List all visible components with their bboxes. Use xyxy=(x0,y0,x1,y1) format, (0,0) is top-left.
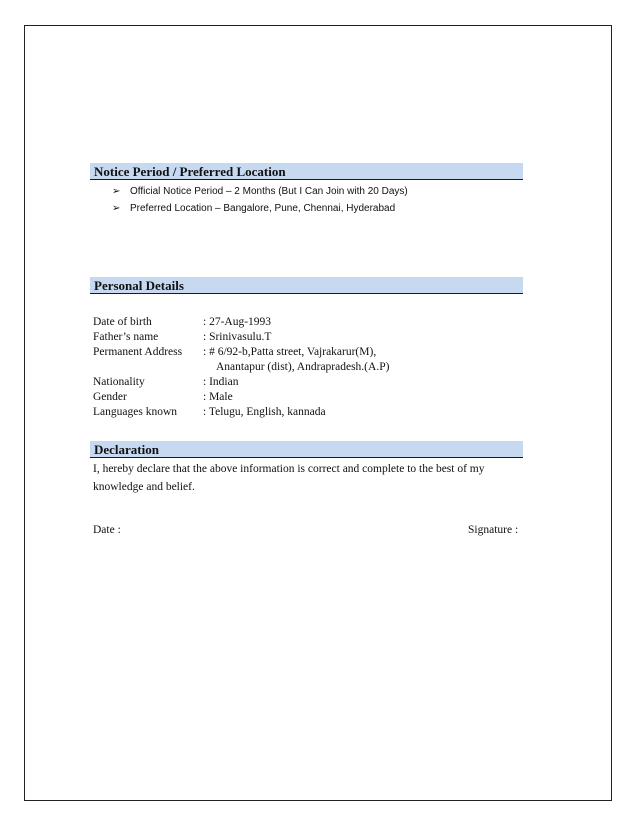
detail-label: Languages known xyxy=(93,406,177,418)
detail-row xyxy=(93,330,389,345)
detail-value: : Indian xyxy=(203,376,239,388)
personal-section-header: Personal Details xyxy=(90,277,523,294)
list-item xyxy=(112,183,408,200)
notice-bullet-list xyxy=(112,183,408,217)
detail-row xyxy=(93,375,389,390)
detail-row xyxy=(93,390,389,405)
detail-row xyxy=(93,345,389,360)
arrowhead-bullet-icon: ➢ xyxy=(112,203,121,214)
detail-label xyxy=(93,360,203,375)
detail-value: : Male xyxy=(203,391,233,403)
detail-row xyxy=(93,315,389,330)
preferred-location-text: Preferred Location – Bangalore, Pune, Chennai, Hyderabad xyxy=(130,203,396,214)
detail-label: Father’s name xyxy=(93,331,159,343)
detail-value: : # 6/92-b,Patta street, Vajrakarur(M), xyxy=(203,346,377,358)
detail-value: Anantapur (dist), Andrapradesh.(A.P) xyxy=(216,361,390,373)
signature-label: Signature : xyxy=(468,524,519,536)
detail-value: : Srinivasulu.T xyxy=(203,331,272,343)
date-label: Date : xyxy=(93,524,121,536)
personal-details-table xyxy=(93,315,389,420)
arrowhead-bullet-icon: ➢ xyxy=(112,186,121,197)
detail-value: : Telugu, English, kannada xyxy=(203,406,326,418)
detail-label: Date of birth xyxy=(93,316,152,328)
detail-label: Gender xyxy=(93,391,127,403)
detail-label: Nationality xyxy=(93,376,145,388)
detail-label: Permanent Address xyxy=(93,346,183,358)
detail-row xyxy=(93,360,389,375)
list-item xyxy=(112,200,408,217)
declaration-text: I, hereby declare that the above information is correct and complete to the best of my knowledge and belief. xyxy=(93,463,485,493)
detail-row xyxy=(93,405,389,420)
declaration-section-header: Declaration xyxy=(90,441,523,458)
detail-value: : 27-Aug-1993 xyxy=(203,316,272,328)
notice-section-header: Notice Period / Preferred Location xyxy=(90,163,523,180)
notice-period-text: Official Notice Period – 2 Months (But I Can Join with 20 Days) xyxy=(130,186,408,197)
